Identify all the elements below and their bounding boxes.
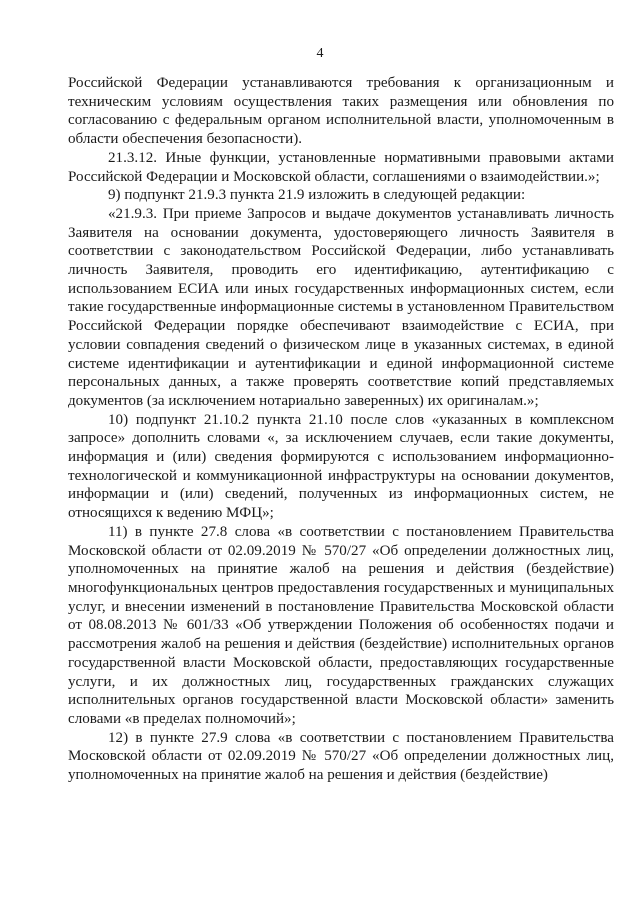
paragraph: 12) в пункте 27.9 слова «в соответствии с постановлением Правительства Московской области от 02.09.2019 № 570/27 «Об определении должностных лиц, уполномоченных на принятие жалоб на решения и действия (бездействие) [68, 729, 614, 784]
paragraph: Российской Федерации устанавливаются требования к организационным и техническим условиям осуществления таких размещения или обновления по согласованию с федеральным органом исполнительной власти, уполномоченным в области обеспечения безопасности). [68, 75, 614, 148]
page-number: 4 [316, 46, 324, 61]
document-body [68, 74, 614, 785]
paragraph: «21.9.3. При приеме Запросов и выдаче документов устанавливать личность Заявителя на основании документа, удостоверяющего личность Заявителя в соответствии с законодательством Российской Федерации, либо устанавливать личность Заявителя, проводить его идентификацию, аутентификацию с использованием ЕСИА или иных государственных информационных систем, если такие государственные информационные системы в установленном Правительством Российской Федерации порядке обеспечивают взаимодействие с ЕСИА, при условии совпадения сведений о физическом лице в указанных системах, в единой системе идентификации и аутентификации и единой информационной системе персональных данных, а также проверять соответствие копий представляемых документов (за исключением нотариально заверенных) их оригиналам.»; [68, 205, 614, 409]
paragraph: 9) подпункт 21.9.3 пункта 21.9 изложить в следующей редакции: [108, 187, 526, 204]
paragraph: 21.3.12. Иные функции, установленные нормативными правовыми актами Российской Федерации и Московской области, соглашениями о взаимодействии.»; [68, 149, 614, 185]
paragraph: 11) в пункте 27.8 слова «в соответствии с постановлением Правительства Московской области от 02.09.2019 № 570/27 «Об определении должностных лиц, уполномоченных на принятие жалоб на решения и действия (бездействие) многофункциональных центров предоставления государственных и муниципальных услуг, и внесении изменений в постановление Правительства Московской области от 08.08.2013 № 601/33 «Об утверждении Положения об особенностях подачи и рассмотрения жалоб на решения и действия (бездействие) исполнительных органов государственной власти Московской области, предоставляющих государственные услуги, и их должностных лиц, государственных гражданских служащих исполнительных органов государственной власти Московской области» заменить словами «в пределах полномочий»; [68, 523, 614, 727]
paragraph: 10) подпункт 21.10.2 пункта 21.10 после слов «указанных в комплексном запросе» дополнить словами «, за исключением случаев, если такие документы, информация и (или) сведения формируются с использованием информационно-технологической и коммуникационной инфраструктуры на основании документов, информации и (или) сведений, полученных из информационных систем, не относящихся к ведению МФЦ»; [68, 411, 614, 522]
